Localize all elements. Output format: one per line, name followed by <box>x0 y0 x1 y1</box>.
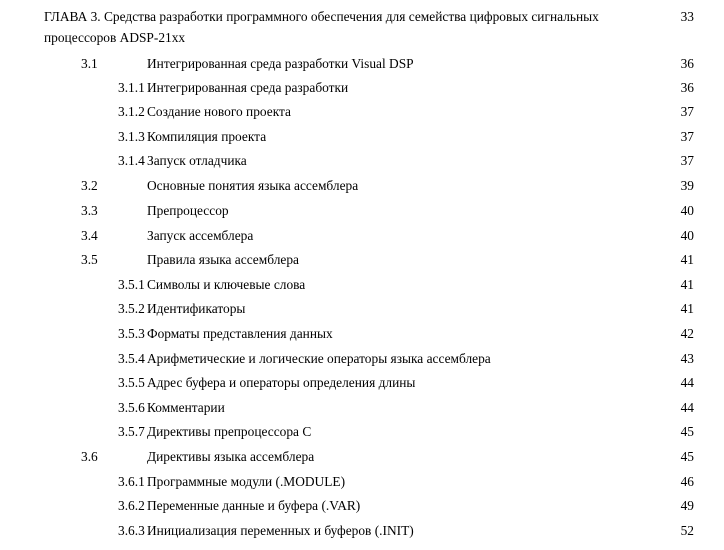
toc-entry-page: 37 <box>680 104 694 119</box>
toc-entry-page: 40 <box>680 228 694 243</box>
toc-entry-number: 3.6.2 <box>118 498 145 513</box>
toc-entry-title: Правила языка ассемблера <box>147 252 299 267</box>
toc-entry-number: 3.3 <box>81 203 98 218</box>
toc-entry-page: 41 <box>680 252 694 267</box>
toc-entry-page: 36 <box>680 80 694 95</box>
toc-entry-number: 3.4 <box>81 228 98 243</box>
toc-entry <box>0 422 724 442</box>
toc-entry-title: Форматы представления данных <box>147 326 333 341</box>
toc-entry-page: 44 <box>680 375 694 390</box>
toc-entry <box>0 78 724 98</box>
toc-entry <box>0 102 724 122</box>
toc-entry <box>0 176 724 196</box>
toc-entry-page: 52 <box>680 523 694 538</box>
toc-entry-number: 3.5.5 <box>118 375 145 390</box>
toc-entry-number: 3.1.1 <box>118 80 145 95</box>
toc-entry <box>0 299 724 319</box>
toc-entry-title: Основные понятия языка ассемблера <box>147 178 359 193</box>
toc-entry-number: 3.1.2 <box>118 104 145 119</box>
toc-entry-page: 40 <box>680 203 694 218</box>
toc-entry-number: 3.6.1 <box>118 474 145 489</box>
toc-entry-page: 41 <box>680 277 694 292</box>
toc-entry-number: 3.1.3 <box>118 129 145 144</box>
toc-entry-title: Адрес буфера и операторы определения длины <box>147 375 416 390</box>
toc-entry-title: Интегрированная среда разработки Visual DSP <box>147 56 414 71</box>
toc-entry-number: 3.5.3 <box>118 326 145 341</box>
toc-entry-page: 49 <box>680 498 694 513</box>
toc-entry-title: Создание нового проекта <box>147 104 291 119</box>
toc-entry <box>0 398 724 418</box>
toc-entry <box>0 324 724 344</box>
toc-entry-number: 3.5.2 <box>118 301 145 316</box>
toc-entry-number: 3.5.1 <box>118 277 145 292</box>
toc-entry-title: Символы и ключевые слова <box>147 277 306 292</box>
toc-entry-page: 36 <box>680 56 694 71</box>
toc-entry-page: 45 <box>680 449 694 464</box>
toc-entry <box>0 496 724 516</box>
toc-entry <box>0 521 724 541</box>
toc-entry <box>0 201 724 221</box>
toc-entry-page: 44 <box>680 400 694 415</box>
toc-entry-title: Комментарии <box>147 400 225 415</box>
toc-entry-title: Компиляция проекта <box>147 129 267 144</box>
toc-entry-title: Идентификаторы <box>147 301 246 316</box>
toc-entry-page: 39 <box>680 178 694 193</box>
toc-entry-number: 3.6.3 <box>118 523 145 538</box>
toc-entry-page: 37 <box>680 129 694 144</box>
toc-entry <box>0 275 724 295</box>
toc-entry-page: 42 <box>680 326 694 341</box>
toc-entry-title: Арифметические и логические операторы языка ассемблера <box>147 351 491 366</box>
toc-entry-title: Переменные данные и буфера (.VAR) <box>147 498 361 513</box>
toc-entry <box>0 472 724 492</box>
toc-entry-title: Препроцессор <box>147 203 229 218</box>
toc-entry-page: 37 <box>680 153 694 168</box>
toc-entry-number: 3.6 <box>81 449 98 464</box>
toc-entry-number: 3.5.6 <box>118 400 145 415</box>
toc-entry <box>0 54 724 74</box>
toc-entry-number: 3.5.4 <box>118 351 145 366</box>
toc-entry-number: 3.5 <box>81 252 98 267</box>
toc-entry <box>0 127 724 147</box>
toc-entry-title: Инициализация переменных и буферов (.INIT) <box>147 523 414 538</box>
toc-entry <box>0 349 724 369</box>
toc-entry-page: 41 <box>680 301 694 316</box>
chapter-page-number: 33 <box>680 9 694 24</box>
toc-entry <box>0 447 724 467</box>
toc-entry <box>0 373 724 393</box>
chapter-title: ГЛАВА 3. Средства разработки программного обеспечения для семейства цифровых сигнальных процессоров ADSP-21xx <box>44 9 599 45</box>
toc-entry-page: 43 <box>680 351 694 366</box>
toc-entry <box>0 151 724 171</box>
toc-entry-title: Запуск ассемблера <box>147 228 254 243</box>
toc-entry-page: 46 <box>680 474 694 489</box>
toc-entry-title: Программные модули (.MODULE) <box>147 474 346 489</box>
toc-entry-number: 3.2 <box>81 178 98 193</box>
toc-entry-title: Директивы языка ассемблера <box>147 449 315 464</box>
toc-entry-number: 3.1 <box>81 56 98 71</box>
toc-entry <box>0 226 724 246</box>
toc-entry-title: Директивы препроцессора С <box>147 424 312 439</box>
toc-entry-number: 3.5.7 <box>118 424 145 439</box>
toc-entry <box>0 250 724 270</box>
toc-entry-number: 3.1.4 <box>118 153 145 168</box>
toc-entry-title: Запуск отладчика <box>147 153 247 168</box>
toc-entry-page: 45 <box>680 424 694 439</box>
toc-entry-title: Интегрированная среда разработки <box>147 80 349 95</box>
